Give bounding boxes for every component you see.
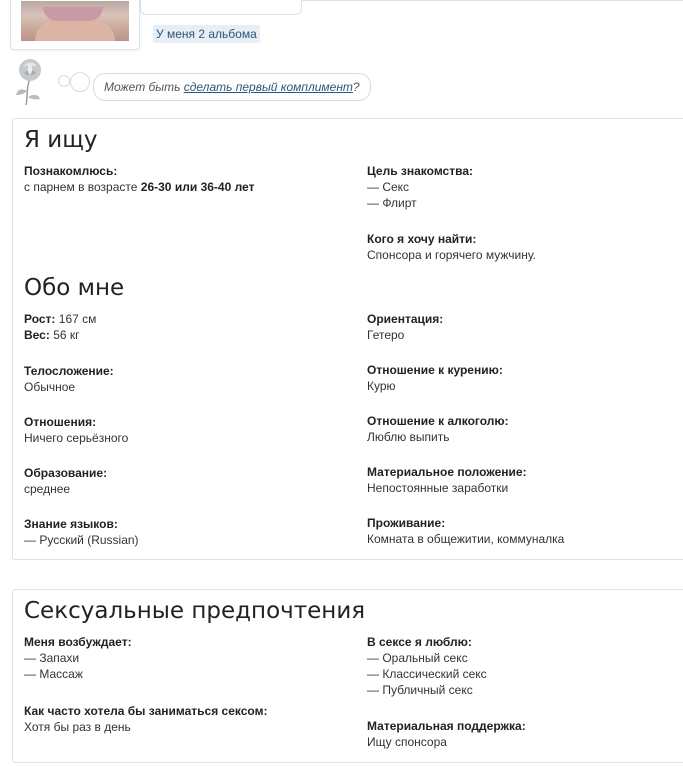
smoking-label: Отношение к курению: [367,363,503,377]
thought-bubble-dot [58,75,70,87]
arouses-field [24,634,132,682]
meet-label: Познакомлюсь: [24,164,118,178]
frequency-label: Как часто хотела бы заниматься сексом: [24,704,268,718]
smoking-value: Курю [367,379,396,393]
thought-bubble-dot [70,72,90,92]
height-value: 167 см [58,312,97,326]
goal-item: — Флирт [367,196,417,210]
likes-label: В сексе я люблю: [367,635,472,649]
weight-label: Вес: [24,328,50,342]
weight-value: 56 кг [53,328,80,342]
profile-info-panel [12,118,683,560]
build-value: Обычное [24,380,76,394]
orientation-field [367,311,443,343]
meet-field [24,163,254,195]
sexual-title: Сексуальные предпочтения [24,598,366,624]
relations-field [24,414,128,446]
living-label: Проживание: [367,516,446,530]
height-label: Рост: [24,312,56,326]
finance-value: Непостоянные заработки [367,481,509,495]
whom-value: Спонсора и горячего мужчину. [367,248,536,262]
languages-value: — Русский (Russian) [24,533,139,547]
likes-item: — Публичный секс [367,683,473,697]
likes-field [367,634,487,698]
education-field [24,465,107,497]
meet-age-2: 36-40 лет [200,180,255,194]
orientation-label: Ориентация: [367,312,444,326]
arouses-label: Меня возбуждает: [24,635,132,649]
finance-label: Материальное положение: [367,465,527,479]
frequency-field [24,703,267,735]
build-field [24,363,114,395]
meet-or: или [174,180,198,194]
sexual-preferences-panel [12,589,683,763]
about-title: Обо мне [24,275,125,301]
profile-photo[interactable] [21,1,129,41]
whom-field [367,231,536,263]
education-label: Образование: [24,466,108,480]
whom-label: Кого я хочу найти: [367,232,477,246]
relations-label: Отношения: [24,415,97,429]
arouses-item: — Запахи [24,651,80,665]
build-label: Телосложение: [24,364,114,378]
meet-prefix: с парнем в возрасте [24,180,138,194]
profile-photo-card[interactable] [10,0,140,50]
albums-link[interactable]: У меня 2 альбома [153,25,260,43]
finance-field [367,464,527,496]
smoking-field [367,362,503,394]
compliment-suffix: ? [352,80,360,94]
alcohol-field [367,413,509,445]
goal-field [367,163,473,211]
photo-skin-shape [35,19,115,41]
likes-item: — Классический секс [367,667,487,681]
likes-item: — Оральный секс [367,651,468,665]
profile-header-box [140,0,302,15]
support-field [367,718,526,750]
looking-for-title: Я ищу [24,127,98,153]
alcohol-value: Люблю выпить [367,430,450,444]
compliment-prefix: Может быть [104,80,181,94]
education-value: среднее [24,482,71,496]
goal-item: — Секс [367,180,410,194]
compliment-bubble [93,73,371,101]
goal-label: Цель знакомства: [367,164,473,178]
orientation-value: Гетеро [367,328,405,342]
arouses-item: — Массаж [24,667,83,681]
living-value: Комната в общежитии, коммуналка [367,532,565,546]
compliment-link[interactable]: сделать первый комплимент [183,80,353,94]
support-label: Материальная поддержка: [367,719,526,733]
photo-clothing-shape [43,7,103,21]
height-weight-field [24,311,96,343]
languages-label: Знание языков: [24,517,118,531]
frequency-value: Хотя бы раз в день [24,720,131,734]
meet-value [24,179,254,195]
alcohol-label: Отношение к алкоголю: [367,414,509,428]
relations-value: Ничего серьёзного [24,431,129,445]
support-value: Ищу спонсора [367,735,447,749]
living-field [367,515,564,547]
meet-age-1: 26-30 [140,180,172,194]
languages-field [24,516,139,548]
rose-icon [12,57,48,107]
